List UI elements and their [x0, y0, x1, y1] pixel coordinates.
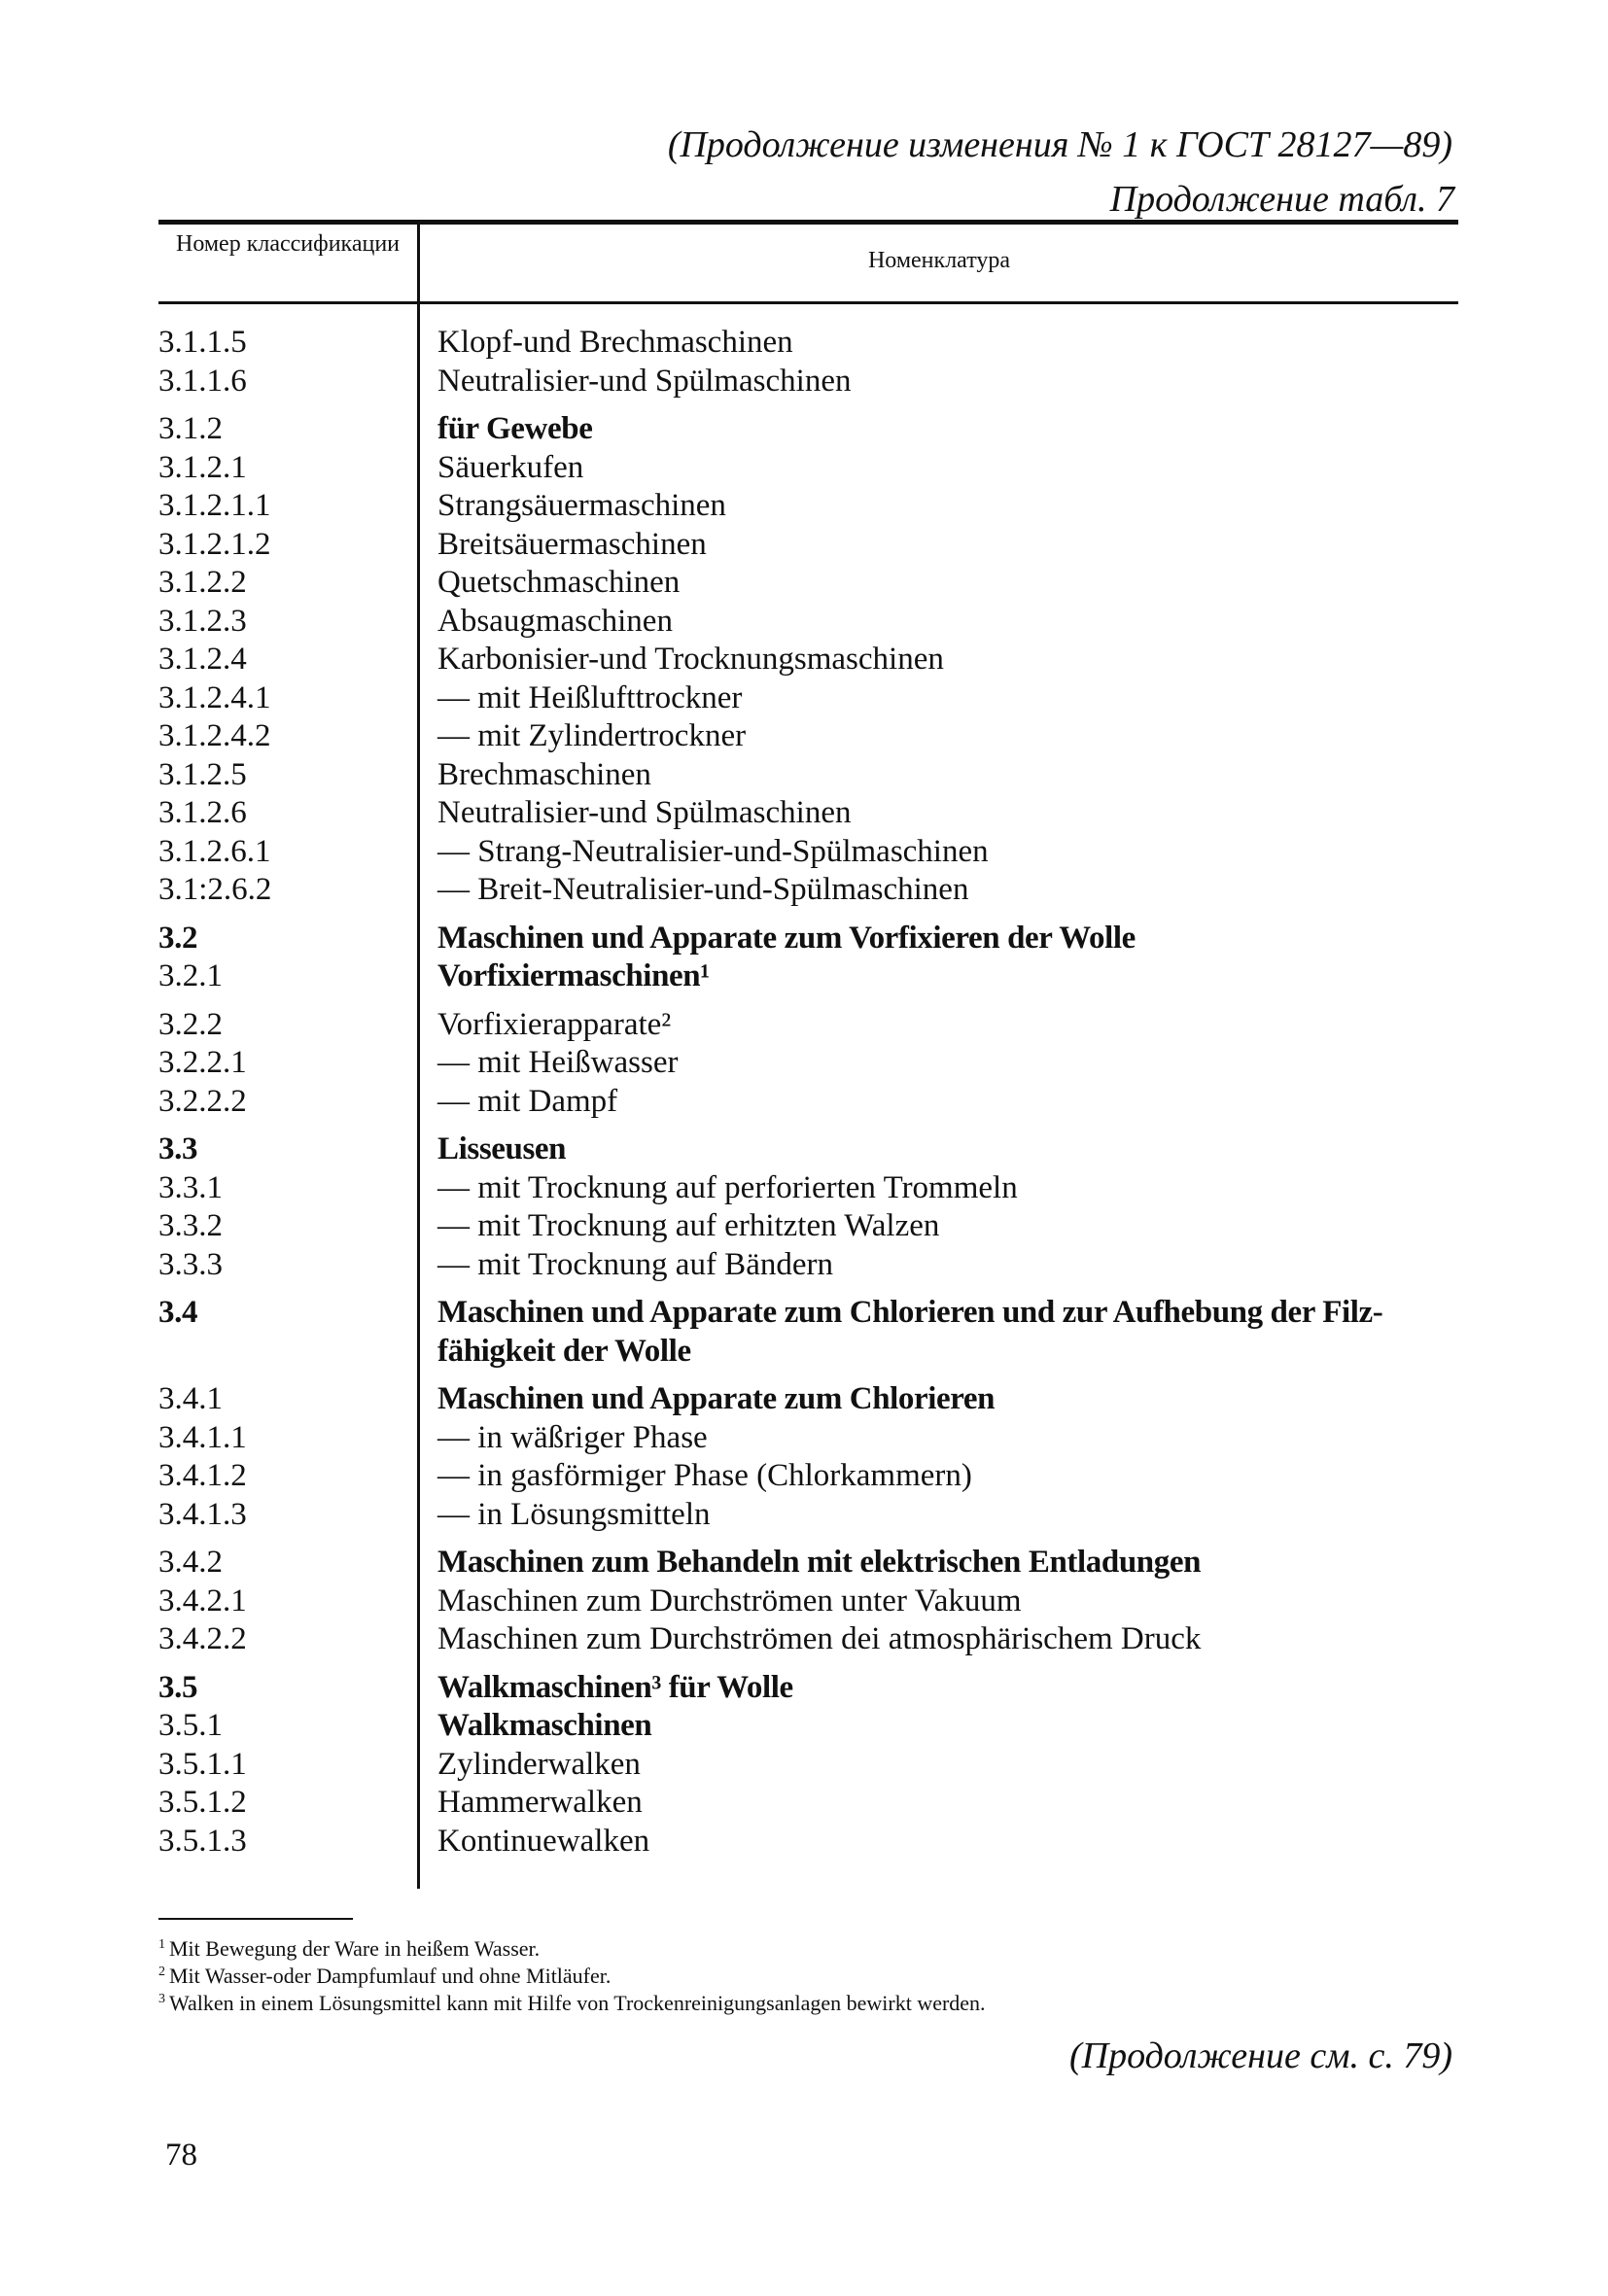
footnote-text: Walken in einem Lösungsmittel kann mit Hilfe von Trockenreinigungsanlagen bewirkt werden. — [169, 1991, 986, 2015]
table-row — [0, 1380, 1608, 1419]
row-text: Strangsäuermaschinen — [437, 488, 726, 523]
row-number: 3.3.1 — [158, 1169, 223, 1205]
row-text: Maschinen zum Durchströmen unter Vakuum — [437, 1583, 1022, 1618]
footnote-3 — [158, 1991, 986, 2016]
header-table-continuation: Продолжение табл. 7 — [1109, 179, 1454, 220]
column-header-nomenclature: Номенклатура — [867, 248, 1011, 273]
row-text: — mit Dampf — [437, 1083, 618, 1119]
table-row — [0, 449, 1608, 488]
row-text: — mit Trocknung auf perforierten Trommeln — [437, 1169, 1018, 1205]
row-number: 3.1.1.6 — [158, 363, 247, 399]
table-row — [0, 920, 1608, 958]
table-row — [0, 794, 1608, 833]
table-row — [0, 487, 1608, 526]
table-row — [0, 324, 1608, 363]
table-header-rule — [158, 301, 1458, 304]
row-number: 3.2.2.2 — [158, 1083, 247, 1119]
footnote-mark: 2 — [158, 1964, 165, 1979]
row-number: 3.1.2.4.1 — [158, 679, 271, 715]
table-row — [0, 871, 1608, 910]
row-number: 3.1.2 — [158, 411, 223, 446]
row-number: 3.4 — [158, 1295, 198, 1330]
row-text: — in Lösungsmitteln — [437, 1496, 711, 1532]
row-number: 3.1.2.2 — [158, 565, 247, 600]
table-row — [0, 1669, 1608, 1708]
row-number: 3.3.2 — [158, 1208, 223, 1243]
table-row — [0, 1823, 1608, 1861]
row-number: 3.2.1 — [158, 958, 223, 993]
row-text: — mit Heißwasser — [437, 1045, 679, 1080]
table-row — [0, 833, 1608, 872]
row-number: 3.4.2 — [158, 1545, 223, 1580]
row-number: 3.4.1.3 — [158, 1496, 247, 1532]
header-amendment: (Продолжение изменения № 1 к ГОСТ 28127—89) — [667, 124, 1452, 165]
table-row — [0, 1419, 1608, 1458]
table-row — [0, 641, 1608, 679]
table-row — [0, 1707, 1608, 1746]
row-number: 3.4.1 — [158, 1381, 223, 1416]
row-text: Säuerkufen — [437, 449, 584, 485]
table-row — [0, 1044, 1608, 1083]
row-text: Maschinen und Apparate zum Chlorieren und zur Aufhebung der Filz-fähigkeit der Wolle — [437, 1295, 1383, 1369]
row-text: Maschinen und Apparate zum Vorfixieren der Wolle — [437, 920, 1136, 956]
page-number: 78 — [165, 2138, 197, 2173]
table-row — [0, 564, 1608, 603]
row-text: — mit Zylindertrockner — [437, 718, 747, 753]
table-row — [0, 410, 1608, 449]
table-row — [0, 1294, 1608, 1371]
row-text: Kontinuewalken — [437, 1823, 650, 1859]
row-number: 3.2.2.1 — [158, 1045, 247, 1080]
row-number: 3.4.2.2 — [158, 1621, 247, 1656]
row-text: — Breit-Neutralisier-und-Spülmaschinen — [437, 872, 969, 907]
row-number: 3.3 — [158, 1131, 198, 1166]
table-row — [0, 717, 1608, 756]
table-row — [0, 679, 1608, 718]
row-text: Maschinen zum Behandeln mit elektrischen Entladungen — [437, 1545, 1202, 1580]
row-number: 3.2.2 — [158, 1006, 223, 1042]
table-row — [0, 1457, 1608, 1496]
row-text: Karbonisier-und Trocknungsmaschinen — [437, 642, 944, 677]
table-row — [0, 1169, 1608, 1208]
table-row — [0, 756, 1608, 795]
row-number: 3.4.1.1 — [158, 1419, 247, 1455]
row-text: Walkmaschinen³ für Wolle — [437, 1669, 793, 1705]
row-number: 3.1.2.4 — [158, 642, 247, 677]
row-text: — in gasförmiger Phase (Chlorkammern) — [437, 1458, 972, 1493]
continuation-note: (Продолжение см. с. 79) — [1068, 2035, 1452, 2076]
row-number: 3.4.1.2 — [158, 1458, 247, 1493]
row-text: Absaugmaschinen — [437, 603, 673, 639]
row-text: Neutralisier-und Spülmaschinen — [437, 363, 852, 399]
table-row — [0, 1496, 1608, 1535]
row-number: 3.1.2.4.2 — [158, 718, 271, 753]
footnote-text: Mit Bewegung der Ware in heißem Wasser. — [169, 1936, 541, 1961]
row-text: — Strang-Neutralisier-und-Spülmaschinen — [437, 833, 989, 869]
table-row — [0, 1006, 1608, 1045]
row-number: 3.1.2.1.2 — [158, 526, 271, 562]
footnote-mark: 1 — [158, 1936, 165, 1952]
row-number: 3.1:2.6.2 — [158, 872, 272, 907]
row-number: 3.5 — [158, 1669, 198, 1705]
row-number: 3.5.1.1 — [158, 1746, 247, 1782]
table-row — [0, 1083, 1608, 1122]
table-row — [0, 957, 1608, 996]
table-row — [0, 1544, 1608, 1583]
table-row — [0, 1583, 1608, 1621]
row-text: Quetschmaschinen — [437, 565, 681, 600]
table-row — [0, 1207, 1608, 1246]
row-text: — mit Trocknung auf erhitzten Walzen — [437, 1208, 940, 1243]
table-row — [0, 1131, 1608, 1169]
table-body — [0, 324, 1608, 1861]
row-text: Vorfixierapparate² — [437, 1006, 672, 1042]
footnote-mark: 3 — [158, 1991, 165, 2006]
row-number: 3.2 — [158, 920, 198, 956]
table-row — [0, 363, 1608, 401]
footnote-rule — [158, 1918, 353, 1920]
table-row — [0, 1246, 1608, 1285]
table-row — [0, 1746, 1608, 1785]
footnote-1 — [158, 1936, 540, 1962]
row-number: 3.5.1 — [158, 1708, 223, 1743]
row-text: — mit Trocknung auf Bändern — [437, 1246, 833, 1282]
table-row — [0, 603, 1608, 642]
row-text: Neutralisier-und Spülmaschinen — [437, 795, 852, 830]
row-number: 3.1.2.5 — [158, 756, 247, 792]
row-number: 3.1.2.1.1 — [158, 488, 271, 523]
row-number: 3.5.1.2 — [158, 1785, 247, 1820]
row-text: Zylinderwalken — [437, 1746, 641, 1782]
row-text: Maschinen und Apparate zum Chlorieren — [437, 1381, 996, 1416]
row-text: Maschinen zum Durchströmen dei atmosphärischem Druck — [437, 1621, 1202, 1656]
row-text: Lisseusen — [437, 1131, 567, 1166]
table-row — [0, 1620, 1608, 1659]
row-text: Klopf-und Brechmaschinen — [437, 325, 793, 360]
row-number: 3.3.3 — [158, 1246, 223, 1282]
row-text: für Gewebe — [437, 411, 593, 446]
table-row — [0, 1784, 1608, 1823]
row-text: Vorfixiermaschinen¹ — [437, 958, 710, 993]
row-number: 3.1.2.6 — [158, 795, 247, 830]
row-number: 3.1.2.6.1 — [158, 833, 271, 869]
table-row — [0, 526, 1608, 565]
row-text: — in wäßriger Phase — [437, 1419, 708, 1455]
footnote-2 — [158, 1964, 611, 1989]
table-top-rule — [158, 220, 1458, 225]
row-number: 3.5.1.3 — [158, 1823, 247, 1859]
footnote-text: Mit Wasser-oder Dampfumlauf und ohne Mitläufer. — [169, 1964, 612, 1988]
row-number: 3.4.2.1 — [158, 1583, 247, 1618]
row-number: 3.1.1.5 — [158, 325, 247, 360]
row-number: 3.1.2.3 — [158, 603, 247, 639]
row-text: Breitsäuermaschinen — [437, 526, 707, 562]
row-text: — mit Heißlufttrockner — [437, 679, 743, 715]
row-number: 3.1.2.1 — [158, 449, 247, 485]
column-header-number: Номер классификации — [175, 231, 401, 257]
row-text: Brechmaschinen — [437, 756, 651, 792]
row-text: Walkmaschinen — [437, 1708, 652, 1743]
row-text: Hammerwalken — [437, 1785, 643, 1820]
